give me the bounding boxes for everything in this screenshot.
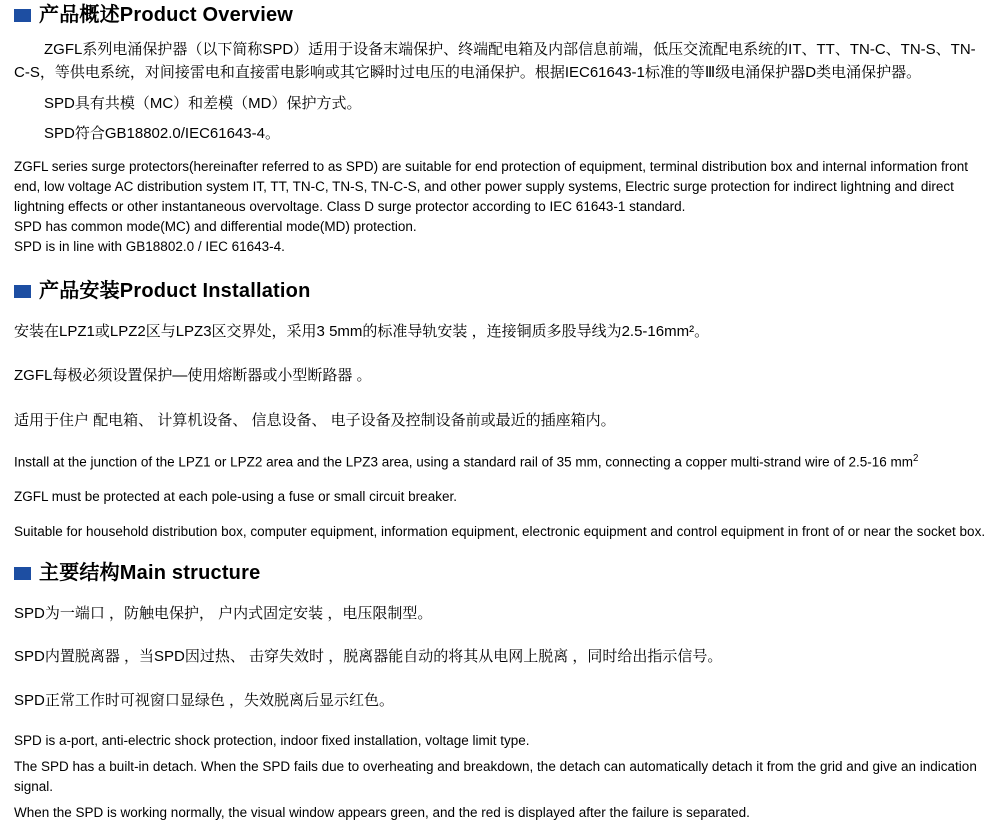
chinese-body-main-structure: [14, 602, 989, 712]
paragraph-en: ZGFL must be protected at each pole-using a fuse or small circuit breaker.: [14, 489, 457, 505]
section-marker-icon: [14, 285, 31, 298]
paragraph-cn: 安装在LPZ1或LPZ2区与LPZ3区交界处，采用3 5mm的标准导轨安装 ，连接铜质多股导线为2.5-16mm²。: [14, 323, 710, 340]
paragraph-en: The SPD has a built-in detach. When the SPD fails due to overheating and breakdown, the detach can automatically detach it from the grid and give an indication signal.: [14, 758, 977, 794]
paragraph-cn: SPD内置脱离器 ，当SPD因过热、 击穿失效时 ，脱离器能自动的将其从电网上脱离 ，同时给出指示信号。: [14, 648, 723, 666]
section-title: 产品安装Product Installation: [39, 280, 311, 302]
section-heading-product-installation: [14, 280, 989, 302]
section-marker-icon: [14, 9, 31, 22]
english-body-product-overview: [14, 157, 989, 257]
section-main-structure: [14, 562, 989, 823]
english-body-product-installation: [14, 452, 989, 542]
chinese-body-product-overview: [14, 38, 989, 145]
english-body-main-structure: [14, 731, 989, 823]
paragraph-en: When the SPD is working normally, the visual window appears green, and the red is displayed after the failure is separated.: [14, 804, 750, 820]
paragraph-en: Install at the junction of the LPZ1 or LPZ2 area and the LPZ3 area, using a standard rail of 35 mm, connecting a copper multi-strand wire of 2.5-16 $mm^2$: [14, 452, 919, 470]
paragraph-en: ZGFL series surge protectors(hereinafter referred to as SPD) are suitable for end protection of equipment, terminal distribution box and internal information front end, low voltage AC distribution system IT, TT, TN-C, TN-S, TN-C-S, and other power supply systems, Electric surge protection for indirect lightning and direct lightning effects or other instantaneous overvoltage. Class D surge protector according to IEC 61643-1 standard.: [14, 159, 968, 214]
section-title: 产品概述Product Overview: [39, 4, 294, 26]
paragraph-cn: SPD符合GB18802.0/IEC61643-4。: [44, 124, 280, 142]
section-product-installation: [14, 280, 989, 542]
paragraph-cn: SPD为一端口 ，防触电保护， 户内式固定安装 ，电压限制型。: [14, 605, 433, 622]
section-title: 主要结构Main structure: [39, 562, 261, 584]
paragraph-en: SPD is a-port, anti-electric shock protection, indoor fixed installation, voltage limit type.: [14, 732, 530, 748]
paragraph-cn: SPD具有共模（MC）和差模（MD）保护方式。: [44, 94, 362, 112]
paragraph-cn: ZGFL每极必须设置保护—使用熔断器或小型断路器 。: [14, 367, 372, 385]
chinese-body-product-installation: [14, 320, 989, 432]
section-marker-icon: [14, 567, 31, 580]
paragraph-en: SPD has common mode(MC) and differential mode(MD) protection.: [14, 218, 417, 234]
section-product-overview: [14, 4, 989, 257]
paragraph-cn: 适用于住户 配电箱、 计算机设备、 信息设备、 电子设备及控制设备前或最近的插座箱内。: [14, 411, 616, 429]
paragraph-en: Suitable for household distribution box, computer equipment, information equipment, electronic equipment and control equipment in front of or near the socket box.: [14, 524, 986, 540]
section-heading-product-overview: [14, 4, 989, 26]
paragraph-cn: SPD正常工作时可视窗口显绿色 ，失效脱离后显示红色。: [14, 691, 395, 709]
section-heading-main-structure: [14, 562, 989, 584]
paragraph-cn: ZGFL系列电涌保护器（以下简称SPD）适用于设备末端保护、终端配电箱及内部信息前端，低压交流配电系统的IT、TT、TN-C、TN-S、TN-C-S，等供电系统，对间接雷电和直接雷电影响或其它瞬时过电压的电涌保护。根据IEC61643-1标准的等Ⅲ级电涌保护器D类电涌保护器。: [14, 41, 976, 82]
paragraph-en: SPD is in line with GB18802.0 / IEC 61643-4.: [14, 238, 285, 254]
